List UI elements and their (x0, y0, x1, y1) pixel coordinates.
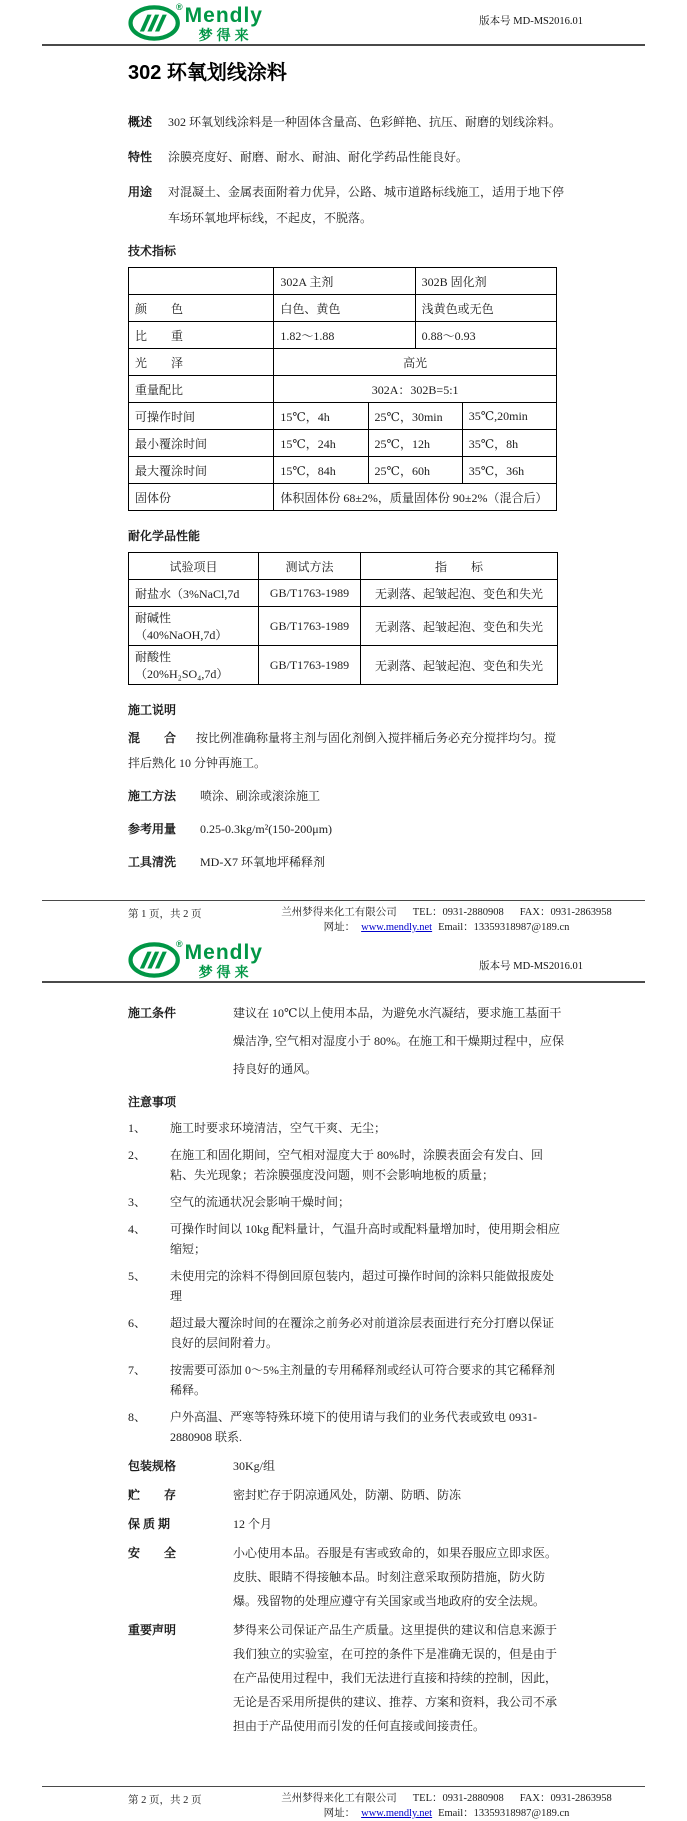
note-number: 7、 (128, 1363, 147, 1377)
feature-row (128, 144, 565, 170)
footer-row (42, 905, 645, 935)
logo-name-cn: 梦得来 (198, 27, 253, 43)
table-cell: 重量配比 (129, 376, 274, 403)
condition-text: 建议在 10℃以上使用本品，为避免水汽凝结，要求施工基面干燥洁净, 空气相对湿度小于 80%。在施工和干燥期过程中，应保持良好的通风。 (233, 1006, 564, 1076)
mendly-logo-icon (128, 4, 182, 42)
note-text: 按需要可添加 0～5%主剂量的专用稀释剂或经认可符合要求的其它稀释剂稀释。 (170, 1363, 555, 1397)
mix-text: 按比例准确称量将主剂与固化剂倒入搅拌桶后务必充分搅拌均匀。搅拌后熟化 10 分钟再施工。 (128, 731, 557, 770)
version-label: 版本号 MD-MS2016.01 (479, 961, 583, 972)
table-cell: 浅黄色或无色 (415, 295, 556, 322)
footer-rule (42, 900, 645, 901)
packing-text: 30Kg/组 (233, 1459, 276, 1473)
notes-heading: 注意事项 (128, 1095, 177, 1109)
table-cell: 耐酸性（20%H₂SO₄,7d） (129, 646, 259, 685)
method-label: 施工方法 (128, 789, 177, 803)
footer-contact (248, 905, 645, 935)
table-cell: 15℃，84h (274, 457, 368, 484)
web-label: 网址： (323, 1808, 356, 1819)
table-cell: 耐碱性（40%NaOH,7d） (129, 607, 259, 646)
table-row (129, 646, 558, 685)
mendly-logo (128, 941, 263, 979)
footer-rule (42, 1786, 645, 1787)
packing-label: 包装规格 (128, 1459, 177, 1473)
note-number: 8、 (128, 1410, 147, 1424)
safety-text: 小心使用本品。吞服是有害或致命的，如果吞服应立即求医。皮肤、眼睛不得接触本品。时刻注意采取预防措施，防火防爆。残留物的处理应遵守有关国家或当地政府的安全法规。 (233, 1546, 558, 1608)
registered-mark: ® (176, 2, 183, 12)
table-row (129, 607, 558, 646)
version-label: 版本号 MD-MS2016.01 (479, 15, 583, 27)
note-number: 2、 (128, 1148, 147, 1162)
statement-text: 梦得来公司保证产品生产质量。这里提供的建议和信息来源于我们独立的实验室，在可控的条件下是准确无误的，但是由于在产品使用过程中，我们无法进行直接和持续的控制，因此，无论是否采用所提供的建议、推荐、方案和资料，我公司不承担由于产品使用而引发的任何直接或间接责任。 (233, 1623, 558, 1733)
mendly-logo-icon (128, 941, 182, 979)
overview-text: 302 环氧划线涂料是一种固体含量高、色彩鲜艳、抗压、耐磨的划线涂料。 (168, 115, 562, 129)
table-row (129, 484, 557, 511)
page2-footer (42, 1786, 645, 1821)
usage-row (128, 179, 565, 231)
table-cell: 35℃，8h (462, 430, 556, 457)
table-cell: 试验项目 (129, 553, 259, 580)
overview-row (128, 109, 565, 135)
table-cell: 15℃，24h (274, 430, 368, 457)
cleaning-row (128, 850, 565, 874)
page2-header (42, 935, 645, 981)
fax: FAX：0931-2863958 (519, 907, 612, 918)
logo-wordmark (185, 942, 263, 979)
tech-specs-table (128, 267, 557, 511)
note-item (128, 1360, 565, 1400)
email: Email：13359318987@189.cn (438, 1808, 570, 1819)
table-cell: 比 重 (129, 322, 274, 349)
note-item (128, 1407, 565, 1447)
cleaning-label: 工具清洗 (128, 855, 177, 869)
tel: TEL：0931-2880908 (412, 1793, 504, 1804)
web-label: 网址： (323, 922, 356, 933)
company-name: 兰州梦得来化工有限公司 (281, 907, 397, 918)
usage-label: 用途 (128, 185, 153, 199)
statement-label: 重要声明 (128, 1623, 177, 1637)
note-text: 空气的流通状况会影响干燥时间； (170, 1195, 351, 1209)
storage-row (128, 1483, 565, 1507)
table-cell: 体积固体份 68±2%，质量固体份 90±2%（混合后） (274, 484, 557, 511)
table-cell: 可操作时间 (129, 403, 274, 430)
chem-resistance-heading: 耐化学品性能 (128, 529, 201, 543)
table-row (129, 268, 557, 295)
registered-mark: ® (176, 939, 183, 949)
shelf-life-text: 12 个月 (233, 1517, 273, 1531)
table-cell: 35℃,20min (462, 403, 556, 430)
logo-name-cn: 梦得来 (198, 964, 253, 980)
page-number: 第 2 页，共 2 页 (128, 1795, 202, 1806)
table-cell (129, 268, 274, 295)
logo-name-en: Mendly (184, 4, 263, 27)
footer-line2 (248, 920, 645, 935)
note-text: 可操作时间以 10kg 配料量计，气温升高时或配料量增加时，使用期会相应缩短； (170, 1222, 561, 1256)
safety-row (128, 1541, 565, 1613)
table-row (129, 322, 557, 349)
table-row (129, 349, 557, 376)
table-cell: 1.82～1.88 (274, 322, 415, 349)
storage-label: 贮 存 (128, 1488, 177, 1502)
note-number: 3、 (128, 1195, 147, 1209)
table-cell: 无剥落、起皱起泡、变色和失光 (361, 580, 558, 607)
cleaning-text: MD-X7 环氧地坪稀释剂 (200, 855, 325, 869)
packing-row (128, 1454, 565, 1478)
table-row (129, 376, 557, 403)
table-cell: 25℃，30min (368, 403, 462, 430)
shelf-life-row (128, 1512, 565, 1536)
table-cell: 25℃，12h (368, 430, 462, 457)
footer-line1 (248, 905, 645, 920)
logo-name-en: Mendly (184, 941, 263, 964)
table-cell: 颜 色 (129, 295, 274, 322)
mendly-logo (128, 4, 263, 42)
method-row (128, 784, 565, 808)
table-cell: 高光 (274, 349, 557, 376)
table-cell: 35℃，36h (462, 457, 556, 484)
table-cell: 0.88～0.93 (415, 322, 556, 349)
website-link[interactable]: www.mendly.net (361, 1808, 433, 1819)
note-text: 施工时要求环境清洁，空气干爽、无尘； (170, 1121, 387, 1135)
note-item (128, 1219, 565, 1259)
note-text: 户外高温、严寒等特殊环境下的使用请与我们的业务代表或致电 0931-2880908 联系. (170, 1410, 537, 1444)
logo-wordmark (185, 5, 263, 42)
table-row (129, 457, 557, 484)
page1-content (128, 56, 565, 874)
note-item (128, 1145, 565, 1185)
note-number: 4、 (128, 1222, 147, 1236)
table-cell: 最大覆涂时间 (129, 457, 274, 484)
tel: TEL：0931-2880908 (412, 907, 504, 918)
feature-text: 涂膜亮度好、耐磨、耐水、耐油、耐化学药品性能良好。 (168, 150, 469, 164)
fax: FAX：0931-2863958 (519, 1793, 612, 1804)
table-cell: 无剥落、起皱起泡、变色和失光 (361, 646, 558, 685)
table-cell: 测试方法 (259, 553, 361, 580)
table-cell: GB/T1763-1989 (259, 646, 361, 685)
email: Email：13359318987@189.cn (438, 922, 570, 933)
note-item (128, 1118, 565, 1138)
amount-text: 0.25-0.3kg/m²(150-200μm) (200, 822, 333, 836)
header-rule (42, 44, 645, 46)
table-cell: GB/T1763-1989 (259, 607, 361, 646)
footer-line1 (248, 1791, 645, 1806)
note-item (128, 1266, 565, 1306)
page1-header (42, 0, 645, 44)
table-cell: 白色、黄色 (274, 295, 415, 322)
safety-label: 安 全 (128, 1546, 177, 1560)
amount-row (128, 817, 565, 841)
feature-label: 特性 (128, 150, 153, 164)
table-row (129, 580, 558, 607)
storage-text: 密封贮存于阴凉通风处，防潮、防晒、防冻 (233, 1488, 462, 1502)
page2-content (128, 999, 565, 1738)
table-row (129, 295, 557, 322)
note-text: 在施工和固化期间，空气相对湿度大于 80%时，涂膜表面会有发白、回粘、失光现象；若涂膜强度没问题，则不会影响地板的质量； (170, 1148, 543, 1182)
condition-label: 施工条件 (128, 1006, 177, 1020)
table-cell: 302B 固化剂 (415, 268, 556, 295)
table-row (129, 430, 557, 457)
chem-resistance-table (128, 552, 558, 685)
table-cell: 15℃，4h (274, 403, 368, 430)
table-cell: 光 泽 (129, 349, 274, 376)
website-link[interactable]: www.mendly.net (361, 922, 433, 933)
table-cell: GB/T1763-1989 (259, 580, 361, 607)
tech-specs-heading: 技术指标 (128, 244, 177, 258)
amount-label: 参考用量 (128, 822, 177, 836)
company-name: 兰州梦得来化工有限公司 (281, 1793, 397, 1804)
page-number: 第 1 页，共 2 页 (128, 909, 202, 920)
note-number: 5、 (128, 1269, 147, 1283)
construction-heading: 施工说明 (128, 703, 177, 717)
mix-paragraph (128, 726, 565, 776)
overview-label: 概述 (128, 115, 153, 129)
table-cell: 25℃，60h (368, 457, 462, 484)
footer-row (42, 1791, 645, 1821)
note-item (128, 1313, 565, 1353)
shelf-life-label: 保 质 期 (128, 1517, 171, 1531)
page1-footer (42, 900, 645, 935)
header-rule (42, 981, 645, 983)
note-item (128, 1192, 565, 1212)
table-cell: 耐盐水（3%NaCl,7d (129, 580, 259, 607)
statement-row (128, 1618, 565, 1738)
footer-contact (248, 1791, 645, 1821)
note-number: 1、 (128, 1121, 147, 1135)
note-number: 6、 (128, 1316, 147, 1330)
table-cell: 指 标 (361, 553, 558, 580)
table-row (129, 403, 557, 430)
usage-text: 对混凝土、金属表面附着力优异，公路、城市道路标线施工，适用于地下停车场环氧地坪标线，不起皮，不脱落。 (168, 185, 565, 225)
footer-line2 (248, 1806, 645, 1821)
mix-label: 混 合 (128, 731, 177, 745)
note-text: 未使用完的涂料不得倒回原包装内，超过可操作时间的涂料只能做报废处理 (170, 1269, 555, 1303)
table-cell: 最小覆涂时间 (129, 430, 274, 457)
condition-row (128, 999, 565, 1083)
table-cell: 无剥落、起皱起泡、变色和失光 (361, 607, 558, 646)
method-text: 喷涂、刷涂或滚涂施工 (200, 789, 321, 803)
table-cell: 固体份 (129, 484, 274, 511)
table-cell: 302A：302B=5:1 (274, 376, 557, 403)
table-row (129, 553, 558, 580)
note-text: 超过最大覆涂时间的在覆涂之前务必对前道涂层表面进行充分打磨以保证良好的层间附着力。 (170, 1316, 555, 1350)
table-cell: 302A 主剂 (274, 268, 415, 295)
page-title: 302 环氧划线涂料 (128, 62, 287, 84)
